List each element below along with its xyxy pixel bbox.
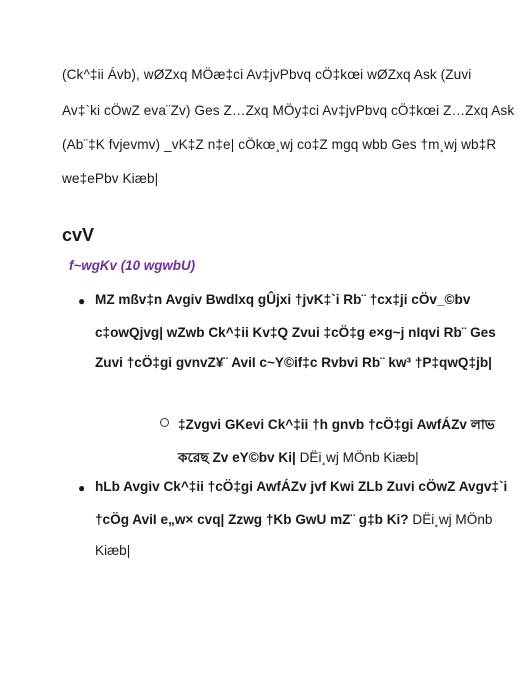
subbullet-line-2-bold: করেছ Zv eY©bv Ki| (178, 450, 296, 465)
paragraph-line-3: (Ab¨‡K fvjevmv) _vK‡Z n‡e| cÖkœ¸wj co‡Z mgq wbb Ges †m¸wj wb‡R (62, 137, 497, 152)
bullet-2-line-2-tail: DËi¸wj MÖnb (412, 512, 493, 527)
paragraph-line-4: we‡ePbv Kiæb| (62, 171, 159, 186)
section-subheading: f~wgKv (10 wgwbU) (69, 258, 196, 273)
bullet-1-line-1: MZ mßv‡n Avgiv Bwdlxq gÛjxi †jvK‡`i Rb¨ †cx‡ji cÖv_©bv (95, 292, 471, 307)
section-heading: cvV (62, 225, 95, 245)
bullet-2-line-3: Kiæb| (95, 543, 131, 558)
bullet-1-line-2: c‡owQjvg| wZwb Ck^‡ii Kv‡Q Zvui ‡cÖ‡g e×g~j nIqvi Rb¨ Ges (95, 325, 496, 340)
circle-bullet-icon (160, 418, 169, 427)
bullet-1-line-3: Zuvi †cÖ‡gi gvnvZ¥¨ AviI c~Y©if‡c Rvbvi Rb¨ kw³ †P‡qwQ‡jb| (95, 355, 492, 370)
paragraph-line-2: Av‡`ki cÖwZ eva¨Zv) Ges Z…Zxq MÖy‡ci Av‡jvPbvq cÖ‡kœi Z…Zxq Ask (62, 103, 515, 118)
bullet-2-line-1: hLb Avgiv Ck^‡ii †cÖ‡gi AwfÁZv jvf Kwi ZLb Zuvi cÖwZ Avgv‡`i (95, 479, 508, 494)
bullet-2-line-2-bold: †cÖg AviI e„w× cvq| Zzwg †Kb GwU mZ¨ g‡b Ki? (95, 512, 413, 527)
bullet-dot-icon: ● (78, 294, 86, 308)
paragraph-line-1: (Ck^‡ii Ávb), wØZxq MÖæ‡ci Av‡jvPbvq cÖ‡kœi wØZxq Ask (Zuvi (62, 67, 472, 82)
bullet-2-line-2 (95, 512, 492, 527)
bullet-dot-icon: ● (78, 481, 86, 495)
subbullet-line-2 (178, 447, 419, 470)
subbullet-line-1: ‡Zvgvi GKevi Ck^‡ii †h gnvb †cÖ‡gi AwfÁZv লাভ (178, 417, 495, 432)
subbullet-line-2-tail: DËi¸wj MÖnb Kiæb| (295, 450, 419, 465)
